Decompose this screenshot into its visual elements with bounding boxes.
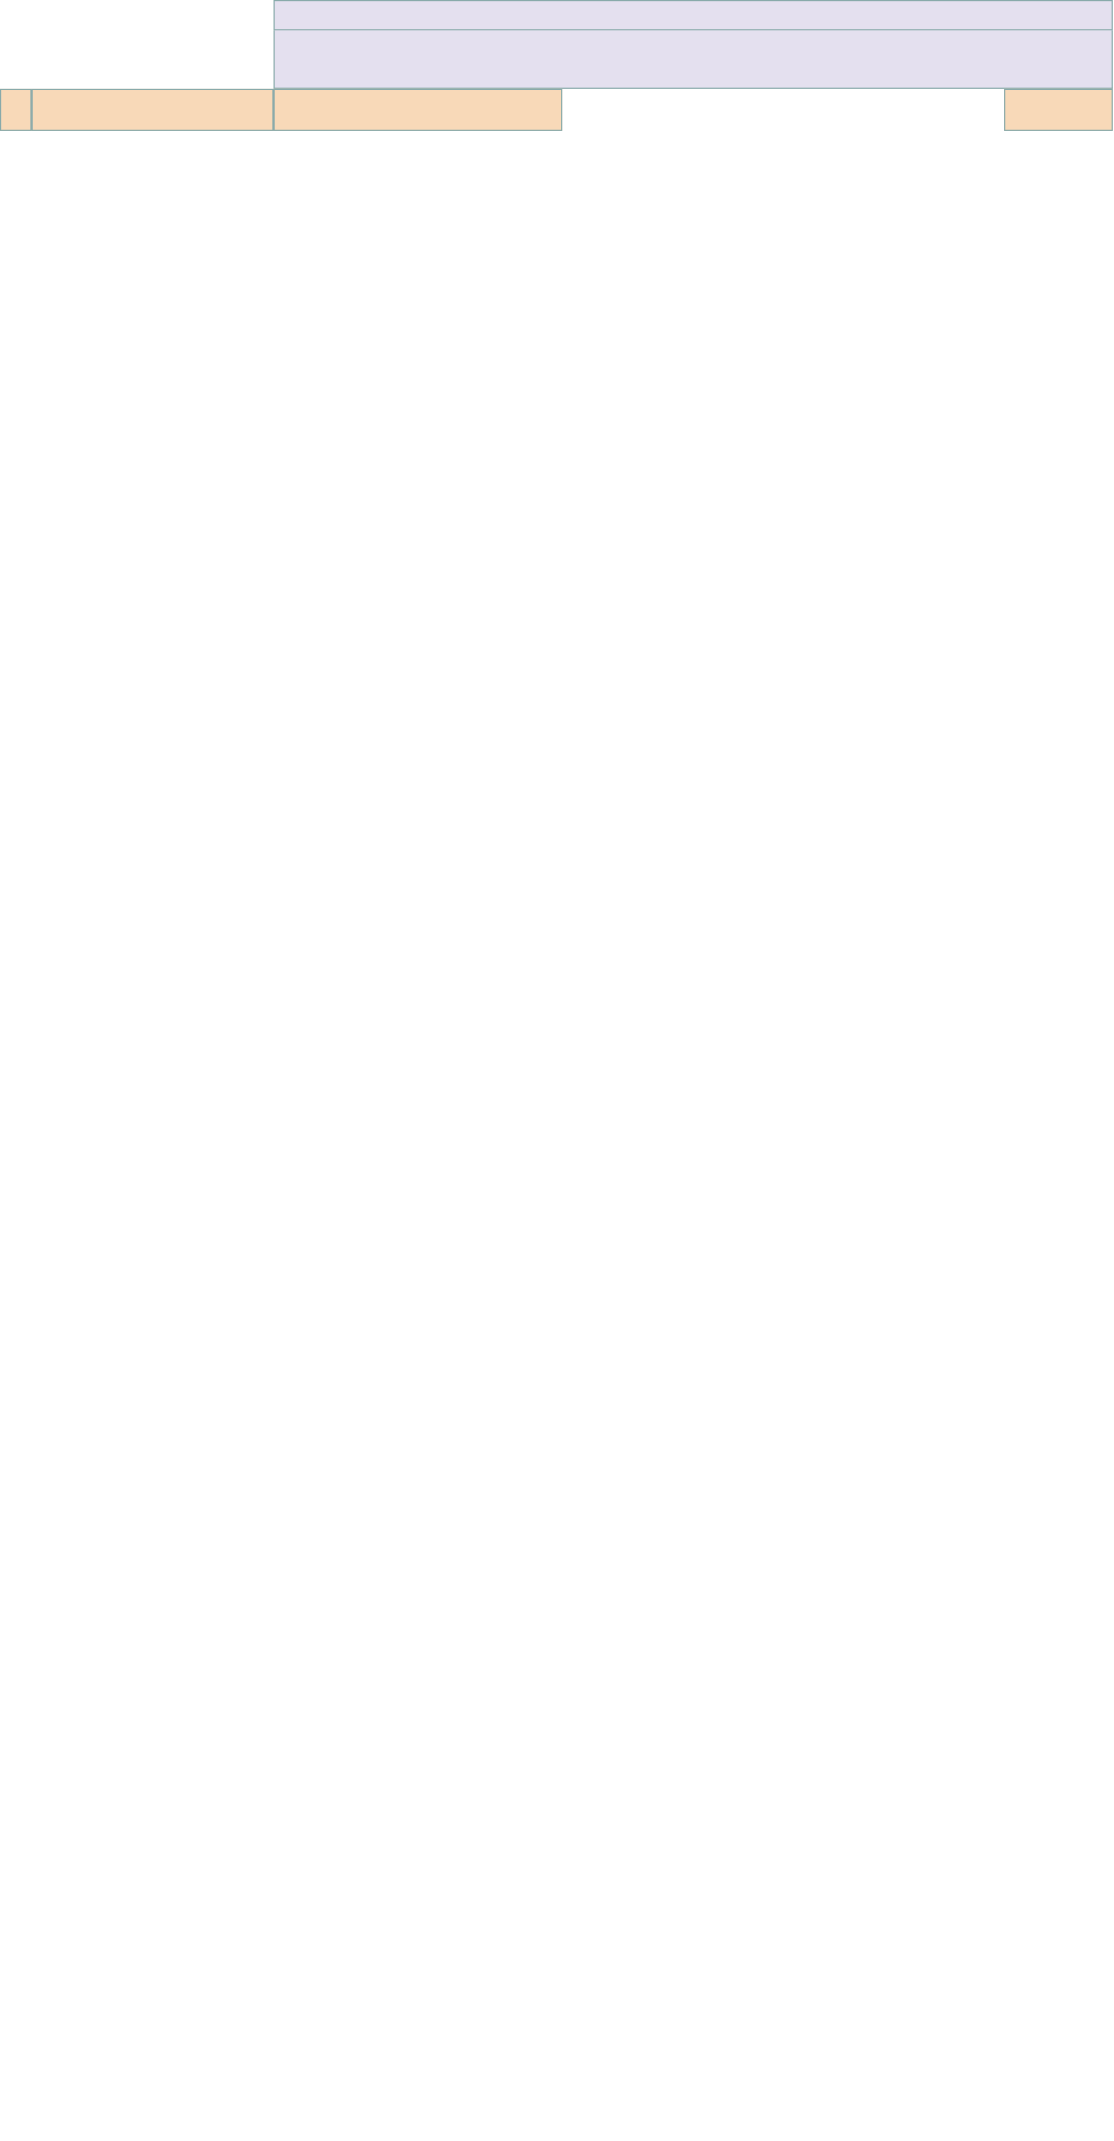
logo[interactable] [0,0,272,89]
header-member [32,89,274,131]
month-title [274,30,1113,88]
header-tt [0,89,32,131]
table-title [274,0,1113,30]
header-dan [274,89,563,131]
header-total [1004,89,1113,131]
